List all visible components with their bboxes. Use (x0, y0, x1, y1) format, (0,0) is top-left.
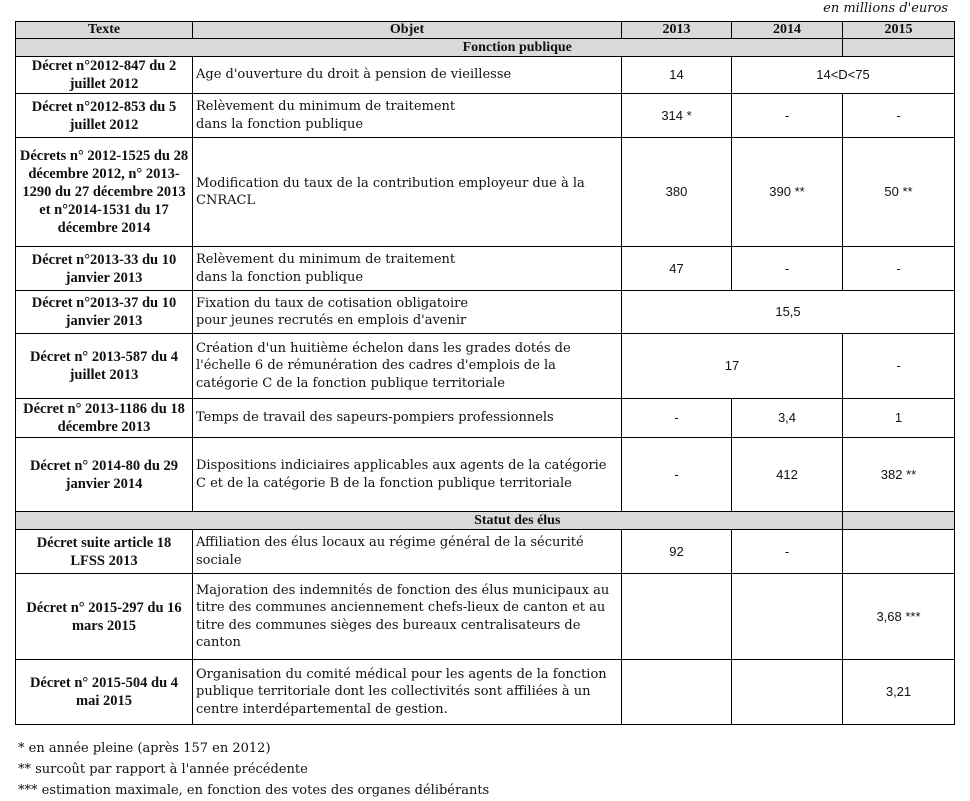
value-2014: 390 ** (732, 138, 843, 247)
row-texte: Décret n° 2015-297 du 16 mars 2015 (16, 574, 193, 660)
row-texte: Décret n°2012-847 du 2 juillet 2012 (16, 57, 193, 94)
objet-line: pour jeunes recrutés en emplois d'avenir (196, 313, 467, 328)
footnote: *** estimation maximale, en fonction des votes des organes délibérants (18, 783, 490, 798)
value-all-years: 15,5 (622, 291, 955, 334)
table-row (16, 399, 955, 438)
objet-line: Relèvement du minimum de traitement (196, 252, 456, 267)
value-2014-2015: 14<D<75 (732, 57, 955, 94)
table-row (16, 291, 955, 334)
header-objet: Objet (193, 22, 622, 39)
table-row (16, 138, 955, 247)
table-row (16, 57, 955, 94)
value-2015: 50 ** (843, 138, 955, 247)
row-texte: Décret n° 2013-1186 du 18 décembre 2013 (16, 399, 193, 438)
table-row (16, 660, 955, 725)
section-spacer (843, 39, 955, 57)
row-objet: Affiliation des élus locaux au régime général de la sécurité sociale (193, 530, 622, 574)
header-2015: 2015 (843, 22, 955, 39)
section-spacer (16, 512, 193, 530)
header-texte: Texte (16, 22, 193, 39)
table-header-row (16, 22, 955, 39)
row-objet (193, 291, 622, 334)
value-2015: - (843, 247, 955, 291)
value-2013: 380 (622, 138, 732, 247)
value-2015: - (843, 334, 955, 399)
value-2015: 382 ** (843, 438, 955, 512)
table-row (16, 530, 955, 574)
value-2015: 3,68 *** (843, 574, 955, 660)
section-title: Fonction publique (193, 39, 843, 57)
value-2013: 314 * (622, 94, 732, 138)
table-row (16, 94, 955, 138)
value-2015 (843, 530, 955, 574)
decrees-table (15, 21, 955, 725)
row-objet: Dispositions indiciaires applicables aux agents de la catégorie C et de la catégorie B de la fonction publique territoriale (193, 438, 622, 512)
row-texte: Décret n° 2014-80 du 29 janvier 2014 (16, 438, 193, 512)
value-2013 (622, 660, 732, 725)
objet-line: Fixation du taux de cotisation obligatoire (196, 295, 469, 311)
row-objet: Organisation du comité médical pour les agents de la fonction publique territoriale dont les collectivités sont affiliées à un centre interdépartemental de gestion. (193, 660, 622, 725)
header-2013: 2013 (622, 22, 732, 39)
row-texte: Décret n° 2015-504 du 4 mai 2015 (16, 660, 193, 725)
value-2015: 1 (843, 399, 955, 438)
table-row (16, 438, 955, 512)
row-objet: Age d'ouverture du droit à pension de vieillesse (193, 57, 622, 94)
value-2015: 3,21 (843, 660, 955, 725)
value-2013: 92 (622, 530, 732, 574)
value-2014: 412 (732, 438, 843, 512)
value-2013: 47 (622, 247, 732, 291)
section-spacer (843, 512, 955, 530)
objet-line: dans la fonction publique (196, 269, 364, 285)
section-title: Statut des élus (193, 512, 843, 530)
row-objet (193, 94, 622, 138)
objet-line: dans la fonction publique (196, 116, 364, 132)
header-2014: 2014 (732, 22, 843, 39)
row-texte: Décret n°2012-853 du 5 juillet 2012 (16, 94, 193, 138)
row-objet: Modification du taux de la contribution employeur due à la CNRACL (193, 138, 622, 247)
section-row (16, 39, 955, 57)
table-row (16, 247, 955, 291)
row-texte: Décret suite article 18 LFSS 2013 (16, 530, 193, 574)
footnote: * en année pleine (après 157 en 2012) (18, 741, 271, 756)
value-2014: - (732, 530, 843, 574)
value-2014: 3,4 (732, 399, 843, 438)
value-2013: - (622, 438, 732, 512)
value-2013: - (622, 399, 732, 438)
value-2013: 14 (622, 57, 732, 94)
row-texte: Décret n°2013-37 du 10 janvier 2013 (16, 291, 193, 334)
value-2014 (732, 660, 843, 725)
objet-line: Relèvement du minimum de traitement (196, 99, 456, 114)
row-objet: Temps de travail des sapeurs-pompiers professionnels (193, 399, 622, 438)
table-row (16, 334, 955, 399)
row-texte: Décret n° 2013-587 du 4 juillet 2013 (16, 334, 193, 399)
section-spacer (16, 39, 193, 57)
row-objet (193, 247, 622, 291)
row-objet: Création d'un huitième échelon dans les grades dotés de l'échelle 6 de rémunération des cadres d'emplois de la catégorie C de la fonction publique territoriale (193, 334, 622, 399)
value-2013-2014: 17 (622, 334, 843, 399)
footnote: ** surcoût par rapport à l'année précédente (18, 762, 308, 777)
value-2014 (732, 574, 843, 660)
row-objet: Majoration des indemnités de fonction des élus municipaux au titre des communes anciennement chefs-lieux de canton et au titre des communes sièges des bureaux centralisateurs de canton (193, 574, 622, 660)
value-2014: - (732, 94, 843, 138)
section-row (16, 512, 955, 530)
unit-note: en millions d'euros (823, 1, 948, 16)
row-texte: Décret n°2013-33 du 10 janvier 2013 (16, 247, 193, 291)
value-2013 (622, 574, 732, 660)
footnotes (18, 738, 489, 801)
value-2014: - (732, 247, 843, 291)
table-row (16, 574, 955, 660)
row-texte: Décrets n° 2012-1525 du 28 décembre 2012, n° 2013-1290 du 27 décembre 2013 et n°2014-1531 du 17 décembre 2014 (16, 138, 193, 247)
value-2015: - (843, 94, 955, 138)
